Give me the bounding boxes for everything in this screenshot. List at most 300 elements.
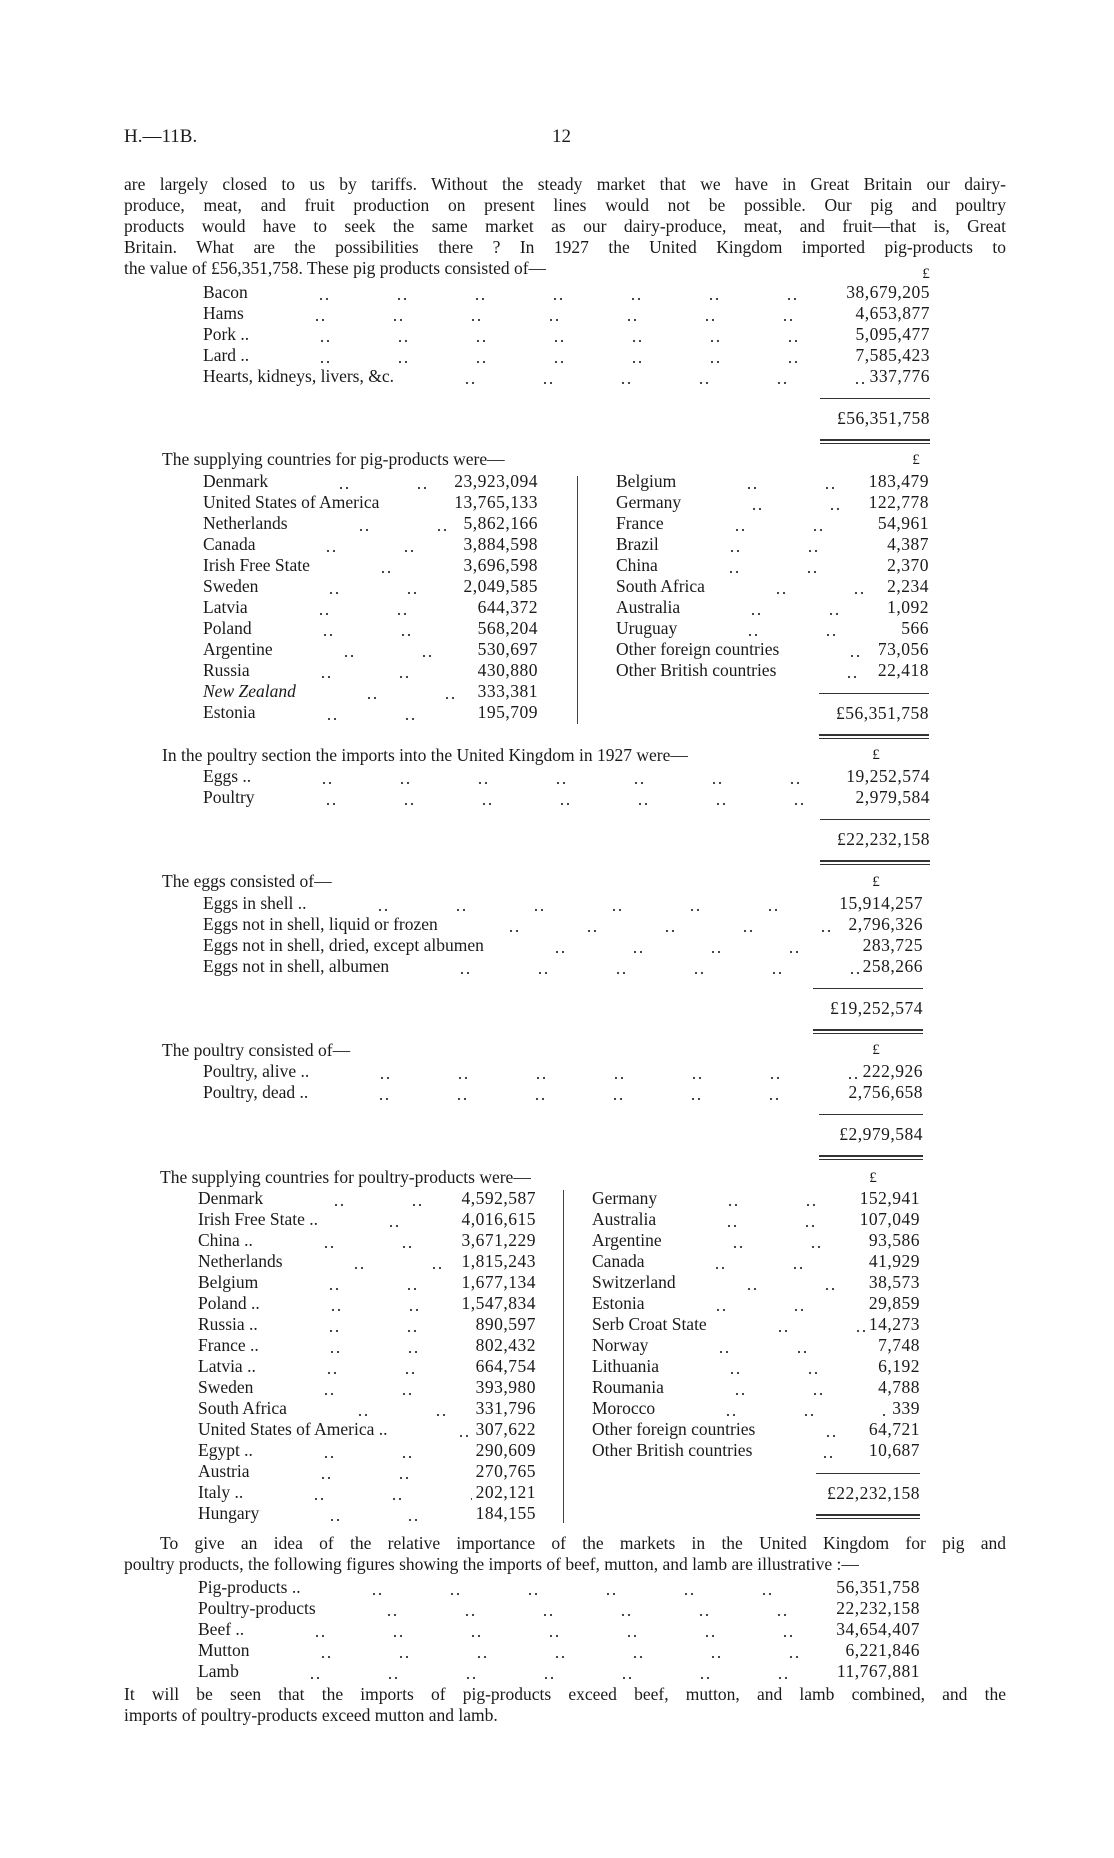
table-row [592, 1272, 920, 1293]
dot-leader [663, 1356, 874, 1377]
row-value: 5,095,477 [855, 324, 930, 344]
row-label: Canada [203, 534, 256, 554]
table-row [592, 1251, 920, 1272]
row-value: 2,370 [887, 555, 929, 575]
table-row [203, 534, 538, 555]
row-label: Denmark [198, 1188, 264, 1208]
row-label: Norway [592, 1335, 649, 1355]
table-row [616, 534, 929, 555]
row-value: 2,049,585 [463, 576, 538, 596]
table-row [198, 1251, 536, 1272]
total-rule [813, 988, 923, 989]
table-row [198, 1293, 536, 1314]
total-value: £22,232,158 [827, 1483, 920, 1503]
row-value: 2,234 [887, 576, 929, 596]
row-value: 3,671,229 [461, 1230, 536, 1250]
dot-leader [398, 366, 866, 387]
table-row [203, 639, 538, 660]
table-row [203, 492, 538, 513]
row-value: 14,273 [868, 1314, 920, 1334]
dot-leader [267, 1188, 457, 1209]
dot-leader [313, 1061, 858, 1082]
table-row [198, 1377, 536, 1398]
dot-leader [259, 534, 459, 555]
dot-leader [248, 303, 852, 324]
row-label: Uruguay [616, 618, 678, 638]
section-heading: The poultry consisted of— [162, 1040, 351, 1060]
row-label: South Africa [616, 576, 705, 596]
section-heading: The supplying countries for poultry-products were— [160, 1167, 531, 1187]
table-row [592, 1293, 920, 1314]
row-value: 183,479 [868, 471, 929, 491]
column-divider [563, 1190, 564, 1523]
dot-leader [668, 1377, 874, 1398]
dot-leader [252, 597, 474, 618]
table-row [198, 1640, 920, 1661]
dot-leader [263, 1335, 472, 1356]
row-value: 41,929 [868, 1251, 920, 1271]
table-row [592, 1398, 920, 1419]
row-value: 4,653,877 [855, 303, 930, 323]
row-label: South Africa [198, 1398, 287, 1418]
row-value: 1,092 [887, 597, 929, 617]
total-rule [820, 819, 930, 820]
row-label: Eggs .. [203, 766, 252, 786]
row-label: France .. [198, 1335, 259, 1355]
row-label: Denmark [203, 471, 269, 491]
document-reference: H.—11B. [124, 126, 198, 147]
row-value: 22,418 [877, 660, 929, 680]
row-value: 93,586 [868, 1230, 920, 1250]
dot-leader [243, 1661, 833, 1682]
table-row [198, 1230, 536, 1251]
table-row [203, 303, 930, 324]
table-row [203, 893, 923, 914]
markets-paragraph [124, 1533, 1006, 1575]
dot-leader [648, 1251, 864, 1272]
section-heading: In the poultry section the imports into the United Kingdom in 1927 were— [162, 745, 688, 765]
row-value: 56,351,758 [836, 1577, 920, 1597]
table-row [203, 660, 538, 681]
row-value: 258,266 [862, 956, 923, 976]
row-value: 890,597 [475, 1314, 536, 1334]
dot-leader [256, 618, 474, 639]
row-value: 64,721 [868, 1419, 920, 1439]
row-value: 802,432 [475, 1335, 536, 1355]
dot-leader [260, 702, 474, 723]
row-label: Argentine [203, 639, 273, 659]
dot-leader [662, 555, 883, 576]
row-label: Italy .. [198, 1482, 244, 1502]
paragraph-line: Britain. What are the possibilities there ? In 1927 the United Kingdom imported pig-products to [124, 237, 1006, 257]
row-label: Lithuania [592, 1356, 660, 1376]
row-label: Irish Free State [203, 555, 310, 575]
dot-leader [264, 1293, 458, 1314]
row-label: Brazil [616, 534, 659, 554]
dot-leader [392, 1419, 472, 1440]
table-row [592, 1209, 920, 1230]
table-row [203, 282, 930, 303]
dot-leader [248, 1619, 832, 1640]
total-value: £56,351,758 [836, 703, 929, 723]
dot-leader [252, 282, 843, 303]
total-double-rule [820, 439, 930, 444]
row-label: United States of America [203, 492, 380, 512]
row-value: 1,815,243 [461, 1251, 536, 1271]
row-value: 6,192 [878, 1356, 920, 1376]
dot-leader [322, 1209, 457, 1230]
row-label: Sweden [198, 1377, 254, 1397]
page-number: 12 [552, 126, 571, 147]
table-row [198, 1440, 536, 1461]
row-label: Sweden [203, 576, 259, 596]
row-value: 337,776 [869, 366, 930, 386]
row-value: 202,121 [475, 1482, 536, 1502]
row-value: 566 [901, 618, 929, 638]
row-label: United States of America .. [198, 1419, 388, 1439]
row-value: 568,204 [477, 618, 538, 638]
row-value: 222,926 [862, 1061, 923, 1081]
row-value: 13,765,133 [454, 492, 538, 512]
dot-leader [314, 555, 460, 576]
table-row [198, 1482, 536, 1503]
paragraph-line: are largely closed to us by tariffs. Without the steady market that we have in Great Britain our dairy- [124, 174, 1006, 194]
row-value: 122,778 [868, 492, 929, 512]
row-label: Pork .. [203, 324, 250, 344]
dot-leader [255, 766, 842, 787]
dot-leader [253, 345, 851, 366]
paragraph-line: To give an idea of the relative importance of the markets in the United Kingdom for pig and [160, 1533, 1006, 1553]
table-row [198, 1314, 536, 1335]
table-row [198, 1503, 536, 1524]
dot-leader [292, 513, 460, 534]
dot-leader [257, 1377, 471, 1398]
paragraph-line: the value of £56,351,758. These pig products consisted of— [124, 258, 547, 278]
table-row [203, 681, 538, 702]
row-value: 664,754 [475, 1356, 536, 1376]
table-row [203, 618, 538, 639]
column-divider [577, 476, 578, 724]
table-row [203, 471, 538, 492]
row-value: 2,979,584 [855, 787, 930, 807]
total-value: £2,979,584 [839, 1124, 923, 1144]
dot-leader [659, 1398, 888, 1419]
row-label: Eggs not in shell, albumen [203, 956, 390, 976]
row-value: 530,697 [477, 639, 538, 659]
row-label: Latvia .. [198, 1356, 256, 1376]
row-label: China [616, 555, 658, 575]
table-row [198, 1577, 920, 1598]
section-heading: The eggs consisted of— [162, 871, 332, 891]
section-heading: The supplying countries for pig-products were— [162, 449, 505, 469]
dot-leader [291, 1398, 472, 1419]
dot-leader [681, 618, 897, 639]
row-value: 339 [892, 1398, 920, 1418]
row-label: Morocco [592, 1398, 656, 1418]
table-row [616, 618, 929, 639]
table-row [198, 1398, 536, 1419]
row-label: Lard .. [203, 345, 250, 365]
table-row [203, 787, 930, 808]
row-label: Estonia [203, 702, 256, 722]
currency-header: £ [912, 452, 920, 468]
row-value: 331,796 [475, 1398, 536, 1418]
row-label: Australia [592, 1209, 657, 1229]
table-row [616, 597, 929, 618]
dot-leader [649, 1293, 865, 1314]
row-label: Switzerland [592, 1272, 676, 1292]
dot-leader [684, 597, 883, 618]
table-row [616, 513, 929, 534]
dot-leader [263, 1503, 471, 1524]
total-rule [819, 1114, 923, 1115]
row-value: 1,677,134 [461, 1272, 536, 1292]
row-label: Pig-products .. [198, 1577, 301, 1597]
currency-header: £ [872, 1042, 880, 1058]
row-label: Australia [616, 597, 681, 617]
table-row [592, 1230, 920, 1251]
row-value: 430,880 [477, 660, 538, 680]
row-label: Poland [203, 618, 252, 638]
table-row [592, 1188, 920, 1209]
row-value: 2,796,326 [848, 914, 923, 934]
row-label: Belgium [198, 1272, 259, 1292]
total-double-rule [813, 1029, 923, 1034]
row-label: Eggs not in shell, liquid or frozen [203, 914, 438, 934]
row-value: 23,923,094 [454, 471, 538, 491]
table-row [198, 1598, 920, 1619]
dot-leader [756, 1440, 864, 1461]
row-label: Austria [198, 1461, 250, 1481]
dot-leader [262, 1314, 472, 1335]
row-value: 184,155 [475, 1503, 536, 1523]
table-row [203, 597, 538, 618]
row-label: Hams [203, 303, 244, 323]
dot-leader [277, 639, 474, 660]
dot-leader [685, 492, 865, 513]
row-label: Russia [203, 660, 250, 680]
dot-leader [320, 1598, 833, 1619]
table-row [198, 1461, 536, 1482]
table-row [616, 576, 929, 597]
total-rule [819, 693, 929, 694]
row-label: Other foreign countries [592, 1419, 756, 1439]
row-label: Poultry [203, 787, 255, 807]
row-value: 393,980 [475, 1377, 536, 1397]
row-label: Hungary [198, 1503, 260, 1523]
table-row [203, 956, 923, 977]
table-row [198, 1661, 920, 1682]
row-value: 107,049 [859, 1209, 920, 1229]
currency-header: £ [872, 874, 880, 890]
table-row [616, 471, 929, 492]
dot-leader [253, 324, 851, 345]
currency-header: £ [872, 747, 880, 763]
table-row [203, 324, 930, 345]
row-value: 4,788 [878, 1377, 920, 1397]
row-value: 283,725 [862, 935, 923, 955]
dot-leader [260, 1356, 472, 1377]
table-row [203, 555, 538, 576]
row-label: Netherlands [203, 513, 288, 533]
row-value: 19,252,574 [846, 766, 930, 786]
total-rule [820, 398, 930, 399]
table-row [203, 366, 930, 387]
row-value: 7,585,423 [855, 345, 930, 365]
dot-leader [783, 639, 874, 660]
row-value: 38,573 [868, 1272, 920, 1292]
paragraph-line: products would have to seek the same market as our dairy-produce, meat, and fruit—that is, Great [124, 216, 1006, 236]
row-label: Other British countries [592, 1440, 753, 1460]
dot-leader [259, 787, 852, 808]
table-row [203, 1082, 923, 1103]
row-label: Other British countries [616, 660, 777, 680]
dot-leader [305, 1577, 833, 1598]
dot-leader [257, 1230, 458, 1251]
total-double-rule [820, 860, 930, 865]
row-label: Germany [592, 1188, 658, 1208]
row-label: Canada [592, 1251, 645, 1271]
table-row [198, 1188, 536, 1209]
dot-leader [780, 660, 873, 681]
row-label: Argentine [592, 1230, 662, 1250]
dot-leader [488, 935, 859, 956]
dot-leader [666, 1230, 865, 1251]
dot-leader [311, 893, 836, 914]
row-label: Roumania [592, 1377, 664, 1397]
table-row [198, 1209, 536, 1230]
dot-leader [711, 1314, 865, 1335]
dot-leader [393, 956, 858, 977]
table-row [592, 1314, 920, 1335]
table-row [198, 1272, 536, 1293]
row-label: Russia .. [198, 1314, 258, 1334]
row-value: 290,609 [475, 1440, 536, 1460]
row-value: 38,679,205 [846, 282, 930, 302]
row-value: 54,961 [877, 513, 929, 533]
dot-leader [312, 1082, 844, 1103]
row-value: 4,016,615 [461, 1209, 536, 1229]
row-label: Poultry, alive .. [203, 1061, 310, 1081]
table-row [198, 1335, 536, 1356]
row-label: Poultry-products [198, 1598, 316, 1618]
dot-leader [709, 576, 883, 597]
total-double-rule [819, 1155, 923, 1160]
dot-leader [262, 1272, 457, 1293]
total-double-rule [819, 734, 929, 739]
conclusion-paragraph [124, 1684, 1006, 1726]
row-label: France [616, 513, 664, 533]
paragraph-line: poultry products, the following figures showing the imports of beef, mutton, and lamb are illustrative :— [124, 1554, 859, 1574]
row-label: Bacon [203, 282, 248, 302]
row-value: 73,056 [877, 639, 929, 659]
row-value: 15,914,257 [839, 893, 923, 913]
table-row [592, 1335, 920, 1356]
row-value: 11,767,881 [836, 1661, 920, 1681]
table-row [203, 345, 930, 366]
currency-header: £ [869, 1170, 877, 1186]
row-value: 4,592,587 [461, 1188, 536, 1208]
dot-leader [254, 1461, 472, 1482]
row-value: 1,547,834 [461, 1293, 536, 1313]
row-label: Other foreign countries [616, 639, 780, 659]
intro-paragraph [124, 174, 1006, 279]
row-label: Latvia [203, 597, 248, 617]
row-value: 3,884,598 [463, 534, 538, 554]
row-label: New Zealand [203, 681, 296, 701]
row-value: 152,941 [859, 1188, 920, 1208]
row-value: 195,709 [477, 702, 538, 722]
total-rule [816, 1473, 920, 1474]
row-value: 5,862,166 [463, 513, 538, 533]
paragraph-line: produce, meat, and fruit production on present lines would not be possible. Our pig and poultry [124, 195, 1006, 215]
row-value: 270,765 [475, 1461, 536, 1481]
row-value: 2,756,658 [848, 1082, 923, 1102]
table-row [198, 1356, 536, 1377]
table-row [203, 1061, 923, 1082]
dot-leader [287, 1251, 458, 1272]
row-value: 4,387 [887, 534, 929, 554]
table-row [592, 1440, 920, 1461]
row-value: 3,696,598 [463, 555, 538, 575]
table-row [203, 513, 538, 534]
row-label: Netherlands [198, 1251, 283, 1271]
row-value: 333,381 [477, 681, 538, 701]
table-row [203, 576, 538, 597]
row-label: Eggs not in shell, dried, except albumen [203, 935, 484, 955]
table-row [616, 660, 929, 681]
dot-leader [759, 1419, 865, 1440]
dot-leader [661, 1188, 856, 1209]
row-value: 7,748 [878, 1335, 920, 1355]
row-value: 10,687 [868, 1440, 920, 1460]
row-label: Germany [616, 492, 682, 512]
total-value: £19,252,574 [830, 998, 923, 1018]
dot-leader [383, 492, 450, 513]
row-label: Lamb [198, 1661, 239, 1681]
row-label: Beef .. [198, 1619, 245, 1639]
row-label: China .. [198, 1230, 253, 1250]
row-label: Egypt .. [198, 1440, 253, 1460]
dot-leader [660, 1209, 855, 1230]
dot-leader [262, 576, 459, 597]
row-value: 307,622 [475, 1419, 536, 1439]
table-row [198, 1419, 536, 1440]
row-value: 6,221,846 [845, 1640, 920, 1660]
dot-leader [272, 471, 450, 492]
row-value: 22,232,158 [836, 1598, 920, 1618]
dot-leader [652, 1335, 874, 1356]
dot-leader [680, 1272, 865, 1293]
row-label: Irish Free State .. [198, 1209, 319, 1229]
table-row [203, 766, 930, 787]
table-row [203, 702, 538, 723]
row-label: Eggs in shell .. [203, 893, 307, 913]
total-value: £56,351,758 [837, 408, 930, 428]
dot-leader [254, 1640, 842, 1661]
table-row [592, 1419, 920, 1440]
row-label: Hearts, kidneys, livers, &c. [203, 366, 394, 386]
dot-leader [663, 534, 883, 555]
row-label: Mutton [198, 1640, 250, 1660]
row-label: Poland .. [198, 1293, 260, 1313]
total-double-rule [816, 1514, 920, 1519]
dot-leader [247, 1482, 471, 1503]
row-value: 29,859 [868, 1293, 920, 1313]
dot-leader [442, 914, 845, 935]
table-row [616, 639, 929, 660]
table-row [616, 492, 929, 513]
